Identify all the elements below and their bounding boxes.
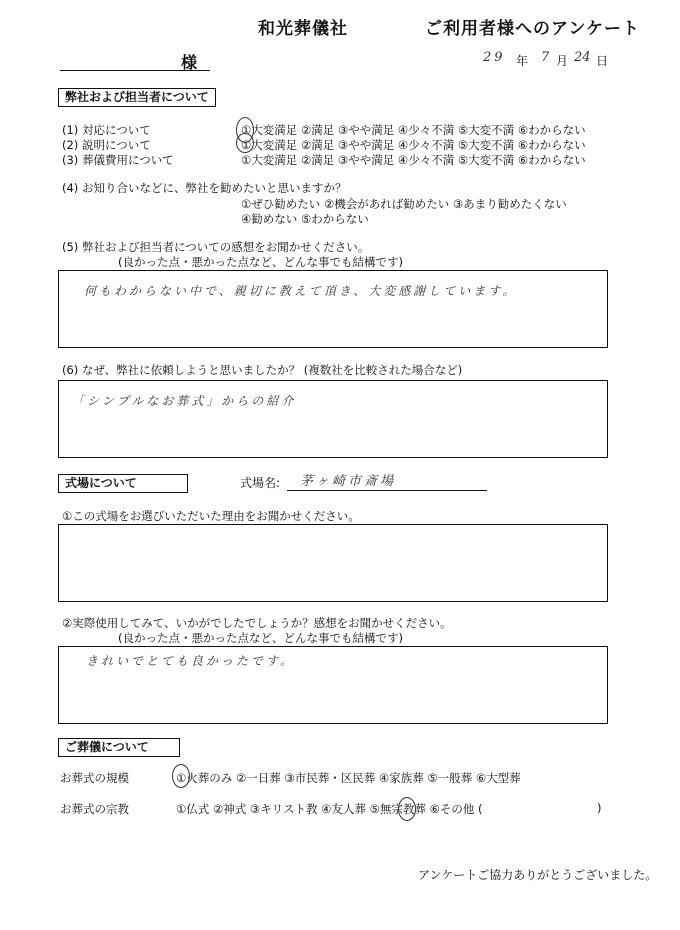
date-day-unit: 日 [596,54,609,68]
date-year-unit: 年 [516,54,529,68]
section-funeral-title: ご葬儀について [58,738,180,757]
funeral-scale-options: ①火葬のみ ②一日葬 ③市民葬・区民葬 ④家族葬 ⑤一般葬 ⑥大型葬 [176,771,521,785]
venue-q1-label: ①この式場をお選びいただいた理由をお聞かせください。 [62,509,360,523]
funeral-scale-label: お葬式の規模 [60,771,129,785]
funeral-religion-circle-mark [398,797,416,821]
q2-label: (2) 説明について [62,138,151,152]
date-day-value: 24 [574,50,591,65]
q1-options: ①大変満足 ②満足 ③やや満足 ④少々不満 ⑤大変不満 ⑥わからない [241,123,586,137]
q5-label: (5) 弊社および担当者についての感想をお聞かせください。 [62,240,370,254]
recipient-name-line [60,70,210,71]
venue-name-line [287,490,487,491]
q3-options: ①大変満足 ②満足 ③やや満足 ④少々不満 ⑤大変不満 ⑥わからない [241,153,586,167]
venue-q2-handwritten-answer: きれいでとても良かったです。 [86,654,296,668]
date-year-value: 29 [483,50,506,65]
q6-label: (6) なぜ、弊社に依頼しようと思いましたか？ (複数社を比較された場合など) [62,363,463,377]
q6-handwritten-answer: 「シンプルなお葬式」からの紹介 [72,394,297,408]
company-name: 和光葬儀社 [258,19,348,39]
q2-answer-circle-mark [236,133,254,153]
date-month-value: 7 [541,50,553,65]
section-company-staff-title: 弊社および担当者について [58,88,216,107]
q4-options-line1: ①ぜひ勧めたい ②機会があれば勧めたい ③あまり勧めたくない [241,197,567,211]
funeral-religion-close-paren: ) [597,801,602,815]
recipient-sama: 様 [181,53,198,72]
q4-options-line2: ④勧めない ⑤わからない [241,212,369,226]
venue-name-value: 茅ヶ崎市斎場 [300,474,397,489]
q1-label: (1) 対応について [62,123,151,137]
funeral-religion-label: お葬式の宗教 [60,802,129,816]
q2-options: ①大変満足 ②満足 ③やや満足 ④少々不満 ⑤大変不満 ⑥わからない [241,138,586,152]
funeral-religion-options: ①仏式 ②神式 ③キリスト教 ④友人葬 ⑤無宗教葬 ⑥その他 ( [176,802,483,816]
date-month-unit: 月 [556,54,569,68]
q3-label: (3) 葬儀費用について [62,153,174,167]
q5-subtext: (良かった点・悪かった点など、どんな事でも結構です) [118,255,403,269]
q4-label: (4) お知り合いなどに、弊社を勧めたいと思いますか？ [62,181,347,195]
funeral-scale-circle-mark [172,764,190,788]
section-venue-title: 式場について [58,474,188,493]
venue-q2-subtext: (良かった点・悪かった点など、どんな事でも結構です) [118,631,403,645]
venue-q2-label: ②実際使用してみて、いかがでしたでしょうか？感想をお聞かせください。 [62,616,452,630]
footer-thanks: アンケートご協力ありがとうございました。 [418,868,658,882]
form-title: ご利用者様へのアンケート [425,19,640,39]
venue-q1-answer-box[interactable] [58,524,608,602]
venue-name-label: 式場名: [240,476,281,490]
q5-handwritten-answer: 何もわからない中で、親切に教えて頂き、大変感謝しています。 [84,284,518,298]
